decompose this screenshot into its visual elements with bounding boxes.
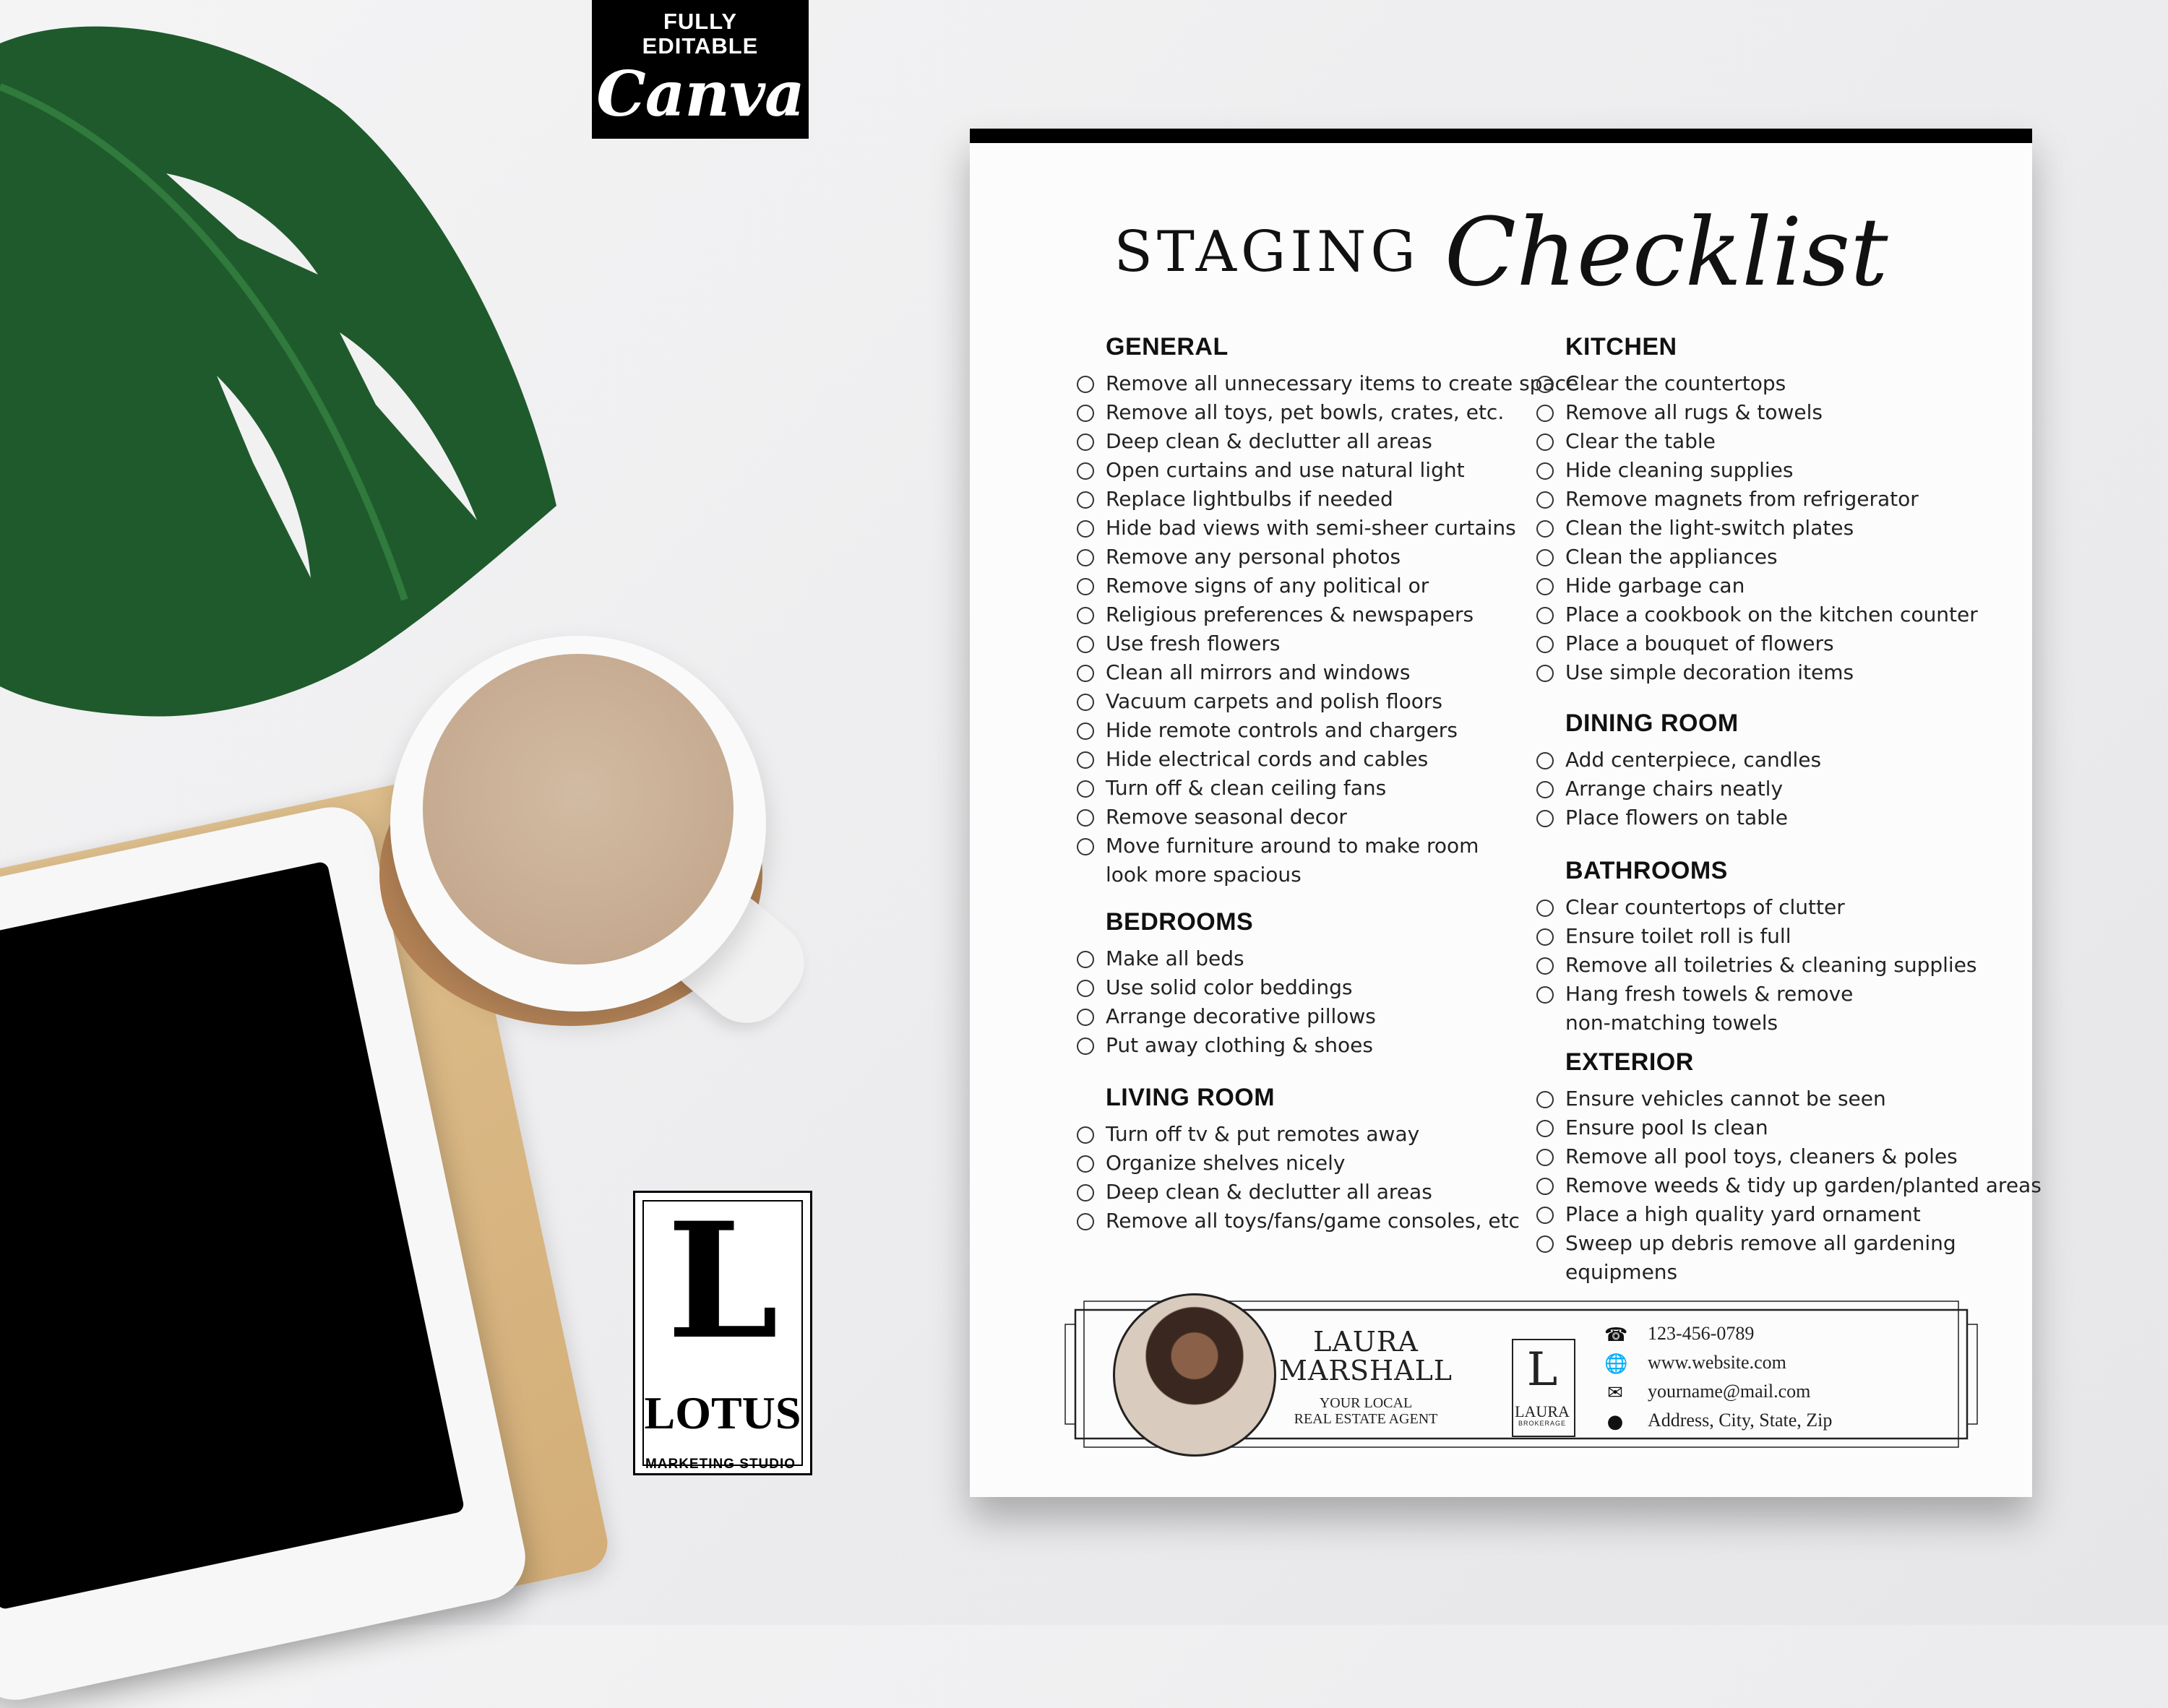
checkbox-circle[interactable]	[1077, 549, 1094, 566]
checklist-item-label: Ensure pool Is clean	[1565, 1116, 1768, 1139]
checklist-item-label: Remove all toys/fans/game consoles, etc	[1106, 1209, 1520, 1233]
checkbox-circle[interactable]	[1077, 1155, 1094, 1173]
checklist-item-label: Remove magnets from refrigerator	[1565, 487, 1919, 511]
checkbox-circle[interactable]	[1077, 951, 1094, 968]
checklist-item-continuation: non-matching towels	[1565, 1011, 1778, 1035]
checkbox-circle[interactable]	[1077, 809, 1094, 827]
checklist-item-label: Vacuum carpets and polish floors	[1106, 689, 1443, 713]
checklist-item-continuation: equipmens	[1565, 1260, 1678, 1284]
checkbox-circle[interactable]	[1077, 1038, 1094, 1055]
checkbox-circle[interactable]	[1077, 780, 1094, 798]
checklist-item-label: Remove signs of any political or	[1106, 574, 1429, 598]
contact-website	[1604, 1352, 1786, 1375]
checkbox-circle[interactable]	[1536, 1120, 1554, 1137]
badge-line1: FULLY	[663, 9, 738, 34]
checkbox-circle[interactable]	[1536, 1235, 1554, 1253]
section-heading-exterior: EXTERIOR	[1565, 1048, 1694, 1076]
checklist-item-label: Turn off tv & put remotes away	[1106, 1122, 1420, 1146]
checklist-item-label: Place a high quality yard ornament	[1565, 1202, 1921, 1226]
checkbox-circle[interactable]	[1077, 520, 1094, 538]
checkbox-circle[interactable]	[1077, 636, 1094, 653]
checklist-item-label: Put away clothing & shoes	[1106, 1033, 1373, 1057]
checklist-item-label: Hide remote controls and chargers	[1106, 718, 1458, 742]
contact-phone	[1604, 1323, 1755, 1346]
checkbox-circle[interactable]	[1077, 838, 1094, 855]
contact-address	[1606, 1410, 1833, 1433]
checklist-item-label: Make all beds	[1106, 946, 1244, 970]
logo-letter: L	[666, 1187, 779, 1374]
brokerage-name: LAURA	[1515, 1402, 1570, 1420]
checklist-item-label: Place flowers on table	[1565, 806, 1788, 829]
checkbox-circle[interactable]	[1536, 665, 1554, 682]
checkbox-circle[interactable]	[1077, 578, 1094, 595]
checklist-item-label: Clear countertops of clutter	[1565, 895, 1845, 919]
checkbox-circle[interactable]	[1077, 751, 1094, 769]
section-heading-bedrooms: BEDROOMS	[1106, 908, 1254, 936]
title-main: STAGING	[1114, 220, 1420, 285]
checklist-item-label: Open curtains and use natural light	[1106, 458, 1465, 482]
checkbox-circle[interactable]	[1077, 1213, 1094, 1230]
agent-last-name: MARSHALL	[1279, 1355, 1453, 1386]
checklist-item-continuation: look more spacious	[1106, 863, 1302, 887]
checklist-item-label: Hide bad views with semi-sheer curtains	[1106, 516, 1516, 540]
checklist-item-label: Clear the table	[1565, 429, 1716, 453]
checkbox-circle[interactable]	[1077, 462, 1094, 480]
checklist-item-label: Use solid color beddings	[1106, 975, 1353, 999]
phone-text: 123-456-0789	[1648, 1323, 1755, 1344]
location-pin-icon: ●	[1606, 1411, 1624, 1433]
checklist-item-label: Hide electrical cords and cables	[1106, 747, 1429, 771]
agent-role-line2: REAL ESTATE AGENT	[1294, 1411, 1438, 1427]
checklist-item-label: Clean all mirrors and windows	[1106, 660, 1411, 684]
badge-line2: EDITABLE	[642, 33, 759, 59]
email-text: yourname@mail.com	[1648, 1381, 1811, 1402]
checkbox-circle[interactable]	[1536, 520, 1554, 538]
checklist-item-label: Hang fresh towels & remove	[1565, 982, 1854, 1006]
coffee-surface	[423, 654, 734, 965]
checkbox-circle[interactable]	[1536, 1091, 1554, 1108]
brokerage-sub: BROKERAGE	[1518, 1420, 1566, 1427]
checklist-item-label: Remove all rugs & towels	[1565, 400, 1823, 424]
checkbox-circle[interactable]	[1536, 1149, 1554, 1166]
checkbox-circle[interactable]	[1536, 810, 1554, 827]
agent-role-line1: YOUR LOCAL	[1319, 1395, 1413, 1411]
checklist-item-label: Hide garbage can	[1565, 574, 1745, 598]
section-heading-living-room: LIVING ROOM	[1106, 1084, 1276, 1111]
checkbox-circle[interactable]	[1536, 781, 1554, 798]
checklist-item-label: Remove all toys, pet bowls, crates, etc.	[1106, 400, 1505, 424]
checklist-document	[970, 129, 2042, 1497]
checkbox-circle[interactable]	[1077, 491, 1094, 509]
checklist-item-label: Clear the countertops	[1565, 371, 1786, 395]
checkbox-circle[interactable]	[1536, 549, 1554, 566]
checkbox-circle[interactable]	[1077, 694, 1094, 711]
checkbox-circle[interactable]	[1077, 980, 1094, 997]
agent-photo	[1113, 1293, 1276, 1457]
section-heading-dining-room: DINING ROOM	[1565, 709, 1739, 737]
checkbox-circle[interactable]	[1077, 376, 1094, 393]
brokerage-letter: L	[1526, 1343, 1558, 1397]
checkbox-circle[interactable]	[1536, 491, 1554, 509]
checklist-item-label: Turn off & clean ceiling fans	[1106, 776, 1387, 800]
checkbox-circle[interactable]	[1077, 434, 1094, 451]
checklist-item-label: Deep clean & declutter all areas	[1106, 429, 1432, 453]
checklist-item-label: Arrange chairs neatly	[1565, 777, 1784, 801]
monstera-leaf-decoration	[0, 0, 578, 730]
checklist-item-label: Remove all toiletries & cleaning supplies	[1565, 953, 1977, 977]
section-heading-general: GENERAL	[1106, 333, 1229, 361]
checklist-item-label: Hide cleaning supplies	[1565, 458, 1794, 482]
checkbox-circle[interactable]	[1077, 607, 1094, 624]
checklist-item-label: Place a bouquet of flowers	[1565, 631, 1834, 655]
checkbox-circle[interactable]	[1536, 900, 1554, 917]
checklist-item-label: Use simple decoration items	[1565, 660, 1854, 684]
checklist-item-label: Move furniture around to make room	[1106, 834, 1479, 858]
canva-badge	[592, 0, 809, 139]
checklist-item-label: Deep clean & declutter all areas	[1106, 1180, 1432, 1204]
logo-subtitle: MARKETING STUDIO	[645, 1457, 796, 1472]
checklist-item-label: Clean the appliances	[1565, 545, 1778, 569]
checkbox-circle[interactable]	[1536, 607, 1554, 624]
website-text: www.website.com	[1648, 1352, 1786, 1373]
document-title	[970, 197, 2032, 307]
contact-email	[1607, 1381, 1811, 1404]
checklist-item-label: Arrange decorative pillows	[1106, 1004, 1376, 1028]
checklist-item-label: Replace lightbulbs if needed	[1106, 487, 1393, 511]
checkbox-circle[interactable]	[1536, 928, 1554, 946]
checkbox-circle[interactable]	[1536, 434, 1554, 451]
checkbox-circle[interactable]	[1536, 578, 1554, 595]
checkbox-circle[interactable]	[1077, 1126, 1094, 1144]
checkbox-circle[interactable]	[1077, 1009, 1094, 1026]
checkbox-circle[interactable]	[1536, 752, 1554, 769]
checkbox-circle[interactable]	[1077, 1184, 1094, 1202]
badge-brand: Canva	[596, 58, 804, 131]
checklist-item-label: Ensure vehicles cannot be seen	[1565, 1087, 1886, 1110]
checkbox-circle[interactable]	[1536, 462, 1554, 480]
section-heading-kitchen: KITCHEN	[1565, 333, 1677, 361]
checkbox-circle[interactable]	[1536, 986, 1554, 1004]
globe-icon: 🌐	[1604, 1353, 1628, 1375]
checklist-item-label: Religious preferences & newspapers	[1106, 603, 1474, 626]
logo-word: LOTUS	[644, 1387, 801, 1439]
checkbox-circle[interactable]	[1536, 405, 1554, 422]
checklist-item-label: Clean the light-switch plates	[1565, 516, 1854, 540]
address-text: Address, City, State, Zip	[1648, 1410, 1833, 1431]
brokerage-logo	[1512, 1339, 1575, 1437]
checklist-item-label: Add centerpiece, candles	[1565, 748, 1822, 772]
checklist-item-label: Place a cookbook on the kitchen counter	[1565, 603, 1978, 626]
checklist-item-label: Remove all unnecessary items to create space	[1106, 371, 1579, 395]
checkbox-circle[interactable]	[1536, 1178, 1554, 1195]
checkbox-circle[interactable]	[1077, 665, 1094, 682]
checklist-item-label: Remove any personal photos	[1106, 545, 1401, 569]
checkbox-circle[interactable]	[1536, 1207, 1554, 1224]
checkbox-circle[interactable]	[1077, 405, 1094, 422]
checkbox-circle[interactable]	[1536, 376, 1554, 393]
checkbox-circle[interactable]	[1536, 636, 1554, 653]
checklist-item-label: Use fresh flowers	[1106, 631, 1281, 655]
mail-icon: ✉	[1607, 1382, 1623, 1404]
section-heading-bathrooms: BATHROOMS	[1565, 857, 1728, 884]
agent-first-name: LAURA	[1313, 1326, 1419, 1358]
document-top-bar	[970, 129, 2032, 143]
phone-icon: ☎	[1604, 1324, 1628, 1346]
checklist-item-label: Remove seasonal decor	[1106, 805, 1347, 829]
checklist-item-label: Remove weeds & tidy up garden/planted areas	[1565, 1173, 2042, 1197]
title-script: Checklist	[1444, 197, 1888, 307]
checklist-item-label: Remove all pool toys, cleaners & poles	[1565, 1144, 1958, 1168]
agent-footer-card	[1062, 1295, 1980, 1453]
checkbox-circle[interactable]	[1536, 957, 1554, 975]
checklist-item-label: Ensure toilet roll is full	[1565, 924, 1791, 948]
checkbox-circle[interactable]	[1077, 723, 1094, 740]
checklist-item-label: Organize shelves nicely	[1106, 1151, 1346, 1175]
checklist-item-label: Sweep up debris remove all gardening	[1565, 1231, 1956, 1255]
lotus-logo	[633, 1187, 812, 1475]
